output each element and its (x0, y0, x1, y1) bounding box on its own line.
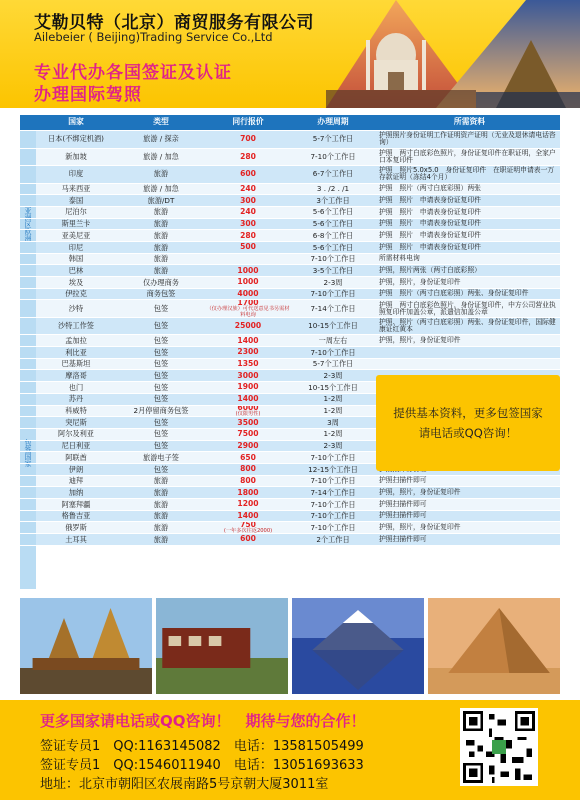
cell-country: 土耳其 (36, 534, 116, 545)
region-spacer (20, 382, 36, 393)
cell-country: 迪拜 (36, 476, 116, 487)
cell-docs: 护照 照片（两寸白底彩照）两张、身份证复印件 (376, 289, 560, 300)
cell-docs: 护照扫描件即可 (376, 511, 560, 522)
cell-type: 旅游电子签 (116, 452, 206, 463)
cell-docs: 护照扫描件即可 (376, 499, 560, 510)
contact-line-2: 签证专员1 QQ:1546011940 电话：13051693633 (40, 758, 364, 773)
cell-country: 斯里兰卡 (36, 219, 116, 230)
cell-period: 7-14个工作日 (290, 300, 376, 317)
header-country: 国家 (68, 117, 84, 127)
table-row (20, 219, 560, 231)
cell-price: 1200 (206, 499, 290, 510)
cell-price (206, 254, 290, 265)
promo-box (376, 375, 560, 471)
table-body (20, 131, 560, 546)
cell-type: 包签 (116, 464, 206, 475)
cell-price: 280 (206, 149, 290, 166)
cell-country: 也门 (36, 382, 116, 393)
price-value: 1700 (237, 300, 259, 308)
cell-price: 1350 (206, 359, 290, 370)
slogan-license: 办理国际驾照 (34, 85, 142, 105)
table-row (20, 230, 560, 242)
region-spacer (20, 131, 36, 148)
header-banner (0, 0, 580, 108)
region-spacer (20, 335, 36, 346)
cell-period: 1-2周 (290, 429, 376, 440)
cell-period: 7-10个工作日 (290, 499, 376, 510)
cell-period: 1-2周 (290, 394, 376, 405)
cell-type: 包签 (116, 382, 206, 393)
cell-docs: 护照，照片，身份证复印件 (376, 487, 560, 498)
cell-price (206, 300, 290, 317)
cell-type: 旅游 (116, 219, 206, 230)
cell-period: 7-10个工作日 (290, 476, 376, 487)
cell-period: 6-8个工作日 (290, 230, 376, 241)
cell-period: 3-5个工作日 (290, 265, 376, 276)
table-row (20, 131, 560, 149)
table-row (20, 487, 560, 499)
cell-country: 格鲁吉亚 (36, 511, 116, 522)
cell-country: 伊朗 (36, 464, 116, 475)
header-price: 同行报价 (232, 117, 264, 127)
table-row (20, 522, 560, 534)
header-period: 办理周期 (317, 117, 349, 127)
region-spacer (20, 452, 36, 463)
region-spacer (20, 476, 36, 487)
cell-docs: 护照扫描件即可 (376, 534, 560, 545)
qr-code (460, 708, 538, 786)
cell-docs: 护照，照片，身份证复印件 (376, 335, 560, 346)
cell-country: 阿塞拜疆 (36, 499, 116, 510)
region-spacer (20, 359, 36, 370)
cell-country: 俄罗斯 (36, 522, 116, 533)
cell-country: 亚美尼亚 (36, 230, 116, 241)
cell-type: 包签 (116, 359, 206, 370)
table-row (20, 359, 560, 371)
cell-docs (376, 347, 560, 358)
cell-period: 6-7个工作日 (290, 166, 376, 183)
cell-country: 尼日利亚 (36, 441, 116, 452)
cell-price: 600 (206, 534, 290, 545)
cell-price: 1400 (206, 394, 290, 405)
cell-price (206, 406, 290, 417)
promo-line2: 请电话或QQ咨询！ (418, 426, 518, 440)
cell-type: 包签 (116, 417, 206, 428)
region-spacer (20, 289, 36, 300)
cell-type: 旅游 (116, 166, 206, 183)
price-note: (一年多次往返2000) (223, 527, 273, 534)
cell-price (206, 522, 290, 533)
cell-period: 7-10个工作日 (290, 347, 376, 358)
region-spacer (20, 195, 36, 206)
region-spacer (20, 149, 36, 166)
cell-price: 1000 (206, 265, 290, 276)
cell-docs: 护照照片身份证明工作证明资产证明（无业及退休请电话咨询） (376, 131, 560, 148)
cell-docs: 护照扫描件即可 (376, 476, 560, 487)
table-row (20, 277, 560, 289)
region-spacer (20, 464, 36, 475)
cell-docs: 护照 照片5.0x5.0 身份证复印件 在职证明申请表一万存款证明（冻结4个月） (376, 166, 560, 183)
table-row (20, 184, 560, 196)
cell-type: 旅游 / 探亲 (116, 131, 206, 148)
cell-docs: 护照，照片，身份证复印件 (376, 522, 560, 533)
cell-period: 7-10个工作日 (290, 254, 376, 265)
region-spacer (20, 394, 36, 405)
cell-type: 旅游/DT (116, 195, 206, 206)
cell-period: 5-7个工作日 (290, 131, 376, 148)
cell-price: 240 (206, 184, 290, 195)
cell-price: 1400 (206, 335, 290, 346)
cell-period: 7-10个工作日 (290, 522, 376, 533)
cell-price: 25000 (206, 318, 290, 335)
table-row (20, 166, 560, 184)
cell-price: 7500 (206, 429, 290, 440)
cell-country: 韩国 (36, 254, 116, 265)
cell-period: 7-14个工作日 (290, 487, 376, 498)
cell-country: 印度 (36, 166, 116, 183)
region-spacer (20, 254, 36, 265)
cell-period: 2-3周 (290, 370, 376, 381)
table-row (20, 300, 560, 318)
cell-country: 沙特 (36, 300, 116, 317)
cell-type: 包签 (116, 441, 206, 452)
cell-type: 仅办理商务 (116, 277, 206, 288)
cell-type: 旅游 (116, 534, 206, 545)
cell-country: 日本(不绑定机酒) (36, 131, 116, 148)
cell-docs: 护照、照片（两寸白底彩照）两张、身份证复印件，国际健康证红黄本 (376, 318, 560, 335)
cell-country: 加纳 (36, 487, 116, 498)
region-spacer (20, 242, 36, 253)
cell-period: 7-10个工作日 (290, 149, 376, 166)
region-spacer (20, 441, 36, 452)
cell-period: 5-7个工作日 (290, 359, 376, 370)
cell-type: 包签 (116, 318, 206, 335)
cell-country: 沙特工作签 (36, 318, 116, 335)
cell-period: 3个工作日 (290, 195, 376, 206)
cell-period: 7-10个工作日 (290, 511, 376, 522)
cell-type: 包签 (116, 335, 206, 346)
region-spacer (20, 499, 36, 510)
cell-period: 1-2周 (290, 406, 376, 417)
region-spacer (20, 429, 36, 440)
cell-price: 800 (206, 476, 290, 487)
cell-docs: 护照 两寸白底彩色照片，身份证复印件在职证明，全家户口本复印件 (376, 149, 560, 166)
header-docs: 所需资料 (453, 117, 486, 127)
cell-type: 旅游 (116, 522, 206, 533)
cell-country: 印尼 (36, 242, 116, 253)
landmarks-photo (326, 0, 580, 108)
cell-type: 旅游 (116, 476, 206, 487)
cell-type: 旅游 / 加急 (116, 149, 206, 166)
cell-price: 1400 (206, 511, 290, 522)
train-photo (156, 598, 288, 694)
price-value: 6000 (237, 405, 259, 413)
table-row (20, 476, 560, 488)
region-spacer (20, 406, 36, 417)
cell-price: 700 (206, 131, 290, 148)
cell-type: 旅游 (116, 242, 206, 253)
table-row (20, 195, 560, 207)
cell-type: 商务包签 (116, 289, 206, 300)
cell-price: 650 (206, 452, 290, 463)
cell-type: 包签 (116, 429, 206, 440)
region-spacer (20, 370, 36, 381)
table-row (20, 289, 560, 301)
cell-price: 800 (206, 464, 290, 475)
cell-price: 500 (206, 242, 290, 253)
cell-price: 240 (206, 207, 290, 218)
cell-country: 科威特 (36, 406, 116, 417)
cell-type: 旅游 (116, 265, 206, 276)
cell-price: 600 (206, 166, 290, 183)
region-spacer (20, 417, 36, 428)
cell-period: 2个工作日 (290, 534, 376, 545)
slogan-visa: 专业代办各国签证及认证 (34, 63, 232, 83)
cell-type: 旅游 (116, 230, 206, 241)
cell-country: 泰国 (36, 195, 116, 206)
cell-country: 巴基斯坦 (36, 359, 116, 370)
cell-price: 280 (206, 230, 290, 241)
region-spacer (20, 534, 36, 545)
cell-docs: 护照 照片 申请表身份证复印件 (376, 195, 560, 206)
cell-period: 7-10个工作日 (290, 289, 376, 300)
address-line: 地址：北京市朝阳区农展南路5号京朝大厦3011室 (40, 777, 329, 792)
cell-period: 5-6个工作日 (290, 219, 376, 230)
cell-country: 马来西亚 (36, 184, 116, 195)
cell-docs: 护照 照片 申请表身份证复印件 (376, 242, 560, 253)
region-spacer (20, 318, 36, 335)
cell-country: 阿联酋 (36, 452, 116, 463)
cell-country: 摩洛哥 (36, 370, 116, 381)
table-row (20, 254, 560, 266)
cell-period: 一周左右 (290, 335, 376, 346)
temple-photo (20, 598, 152, 694)
table-row (20, 511, 560, 523)
cell-docs: 护照 照片 申请表身份证复印件 (376, 207, 560, 218)
cell-country: 阿尔及利亚 (36, 429, 116, 440)
cell-period: 2-3周 (290, 441, 376, 452)
region-spacer (20, 230, 36, 241)
footer-banner (0, 700, 580, 800)
region-spacer (20, 511, 36, 522)
cell-docs: 护照 照片 申请表身份证复印件 (376, 230, 560, 241)
table-row (20, 207, 560, 219)
region-spacer (20, 207, 36, 218)
cell-type: 包签 (116, 347, 206, 358)
table-row (20, 347, 560, 359)
visa-price-table (20, 115, 560, 546)
region-spacer (20, 347, 36, 358)
cell-country: 苏丹 (36, 394, 116, 405)
cell-type: 旅游 (116, 487, 206, 498)
cell-type: 包签 (116, 370, 206, 381)
cell-docs: 所需材料电询 (376, 254, 560, 265)
region-spacer (20, 522, 36, 533)
region-spacer (20, 487, 36, 498)
region-spacer (20, 219, 36, 230)
cell-country: 利比亚 (36, 347, 116, 358)
cell-type: 旅游 (116, 499, 206, 510)
cell-country: 埃及 (36, 277, 116, 288)
region-spacer (20, 277, 36, 288)
photo-strip (20, 598, 560, 694)
table-row (20, 335, 560, 347)
cell-country: 孟加拉 (36, 335, 116, 346)
cell-period: 3周 (290, 417, 376, 428)
cell-type: 旅游 / 加急 (116, 184, 206, 195)
cell-price: 2900 (206, 441, 290, 452)
region-asia-label: 亚洲区欧洲 (24, 206, 32, 242)
cell-period: 7-10个工作日 (290, 452, 376, 463)
cell-period: 12-15个工作日 (290, 464, 376, 475)
cell-docs: 护照，照片，身份证复印件 (376, 277, 560, 288)
promo-line1: 提供基本资料，更多包签国家 (393, 406, 543, 420)
cell-country: 尼泊尔 (36, 207, 116, 218)
cell-country: 伊拉克 (36, 289, 116, 300)
cell-period: 10-15个工作日 (290, 382, 376, 393)
cell-price: 4000 (206, 289, 290, 300)
mount-fuji-photo (292, 598, 424, 694)
table-row (20, 265, 560, 277)
pyramid-photo (428, 598, 560, 694)
cell-type: 旅游 (116, 207, 206, 218)
price-note: （仅办理汉族）可代送意见书另需材料电询 (206, 306, 290, 317)
cell-docs: 护照 照片 申请表身份证复印件 (376, 219, 560, 230)
cell-price: 300 (206, 219, 290, 230)
price-value: 750 (240, 522, 256, 530)
cell-price: 1000 (206, 277, 290, 288)
cell-price: 300 (206, 195, 290, 206)
cell-country: 巴林 (36, 265, 116, 276)
region-package-label: 包签国家 (24, 439, 32, 467)
table-row (20, 499, 560, 511)
cell-period: 2-3周 (290, 277, 376, 288)
table-row (20, 242, 560, 254)
company-name-cn: 艾勒贝特（北京）商贸服务有限公司 (34, 13, 314, 33)
table-row (20, 534, 560, 546)
cell-type: 包签 (116, 300, 206, 317)
region-spacer (20, 184, 36, 195)
table-row (20, 149, 560, 167)
cell-period: 5-6个工作日 (290, 207, 376, 218)
table-row (20, 318, 560, 336)
table-header-row (20, 115, 560, 131)
cell-country: 突尼斯 (36, 417, 116, 428)
cell-type: 包签 (116, 394, 206, 405)
cell-docs: 护照 两寸白底彩色照片，身份证复印件，中方公司营业执照复印件加盖公章，派遣信加盖公章 (376, 300, 560, 317)
cell-period: 5-6个工作日 (290, 242, 376, 253)
footer-cta: 更多国家请电话或QQ咨询！ 期待与您的合作！ (40, 712, 366, 730)
cell-price: 1900 (206, 382, 290, 393)
region-spacer (20, 300, 36, 317)
region-spacer (20, 265, 36, 276)
cell-docs (376, 359, 560, 370)
cell-docs: 护照 照片（两寸白底彩照）两张 (376, 184, 560, 195)
header-type: 类型 (153, 117, 169, 127)
company-name-en: Ailebeier ( Beijing)Trading Service Co.,Ltd (34, 30, 273, 44)
cell-type: 旅游 (116, 511, 206, 522)
cell-period: 3 . /2 . /1 (290, 184, 376, 195)
cell-price: 3000 (206, 370, 290, 381)
cell-docs: 护照，照片两张（两寸白底彩照） (376, 265, 560, 276)
price-note: (仅限男性) (235, 411, 261, 417)
region-spacer (20, 166, 36, 183)
cell-country: 新加坡 (36, 149, 116, 166)
cell-period: 10-15个工作日 (290, 318, 376, 335)
cell-type: 2月停留商务包签 (116, 406, 206, 417)
cell-type: 旅游 (116, 254, 206, 265)
cell-price: 2300 (206, 347, 290, 358)
cell-price: 3500 (206, 417, 290, 428)
cell-price: 1800 (206, 487, 290, 498)
contact-line-1: 签证专员1 QQ:1163145082 电话：13581505499 (40, 739, 364, 754)
